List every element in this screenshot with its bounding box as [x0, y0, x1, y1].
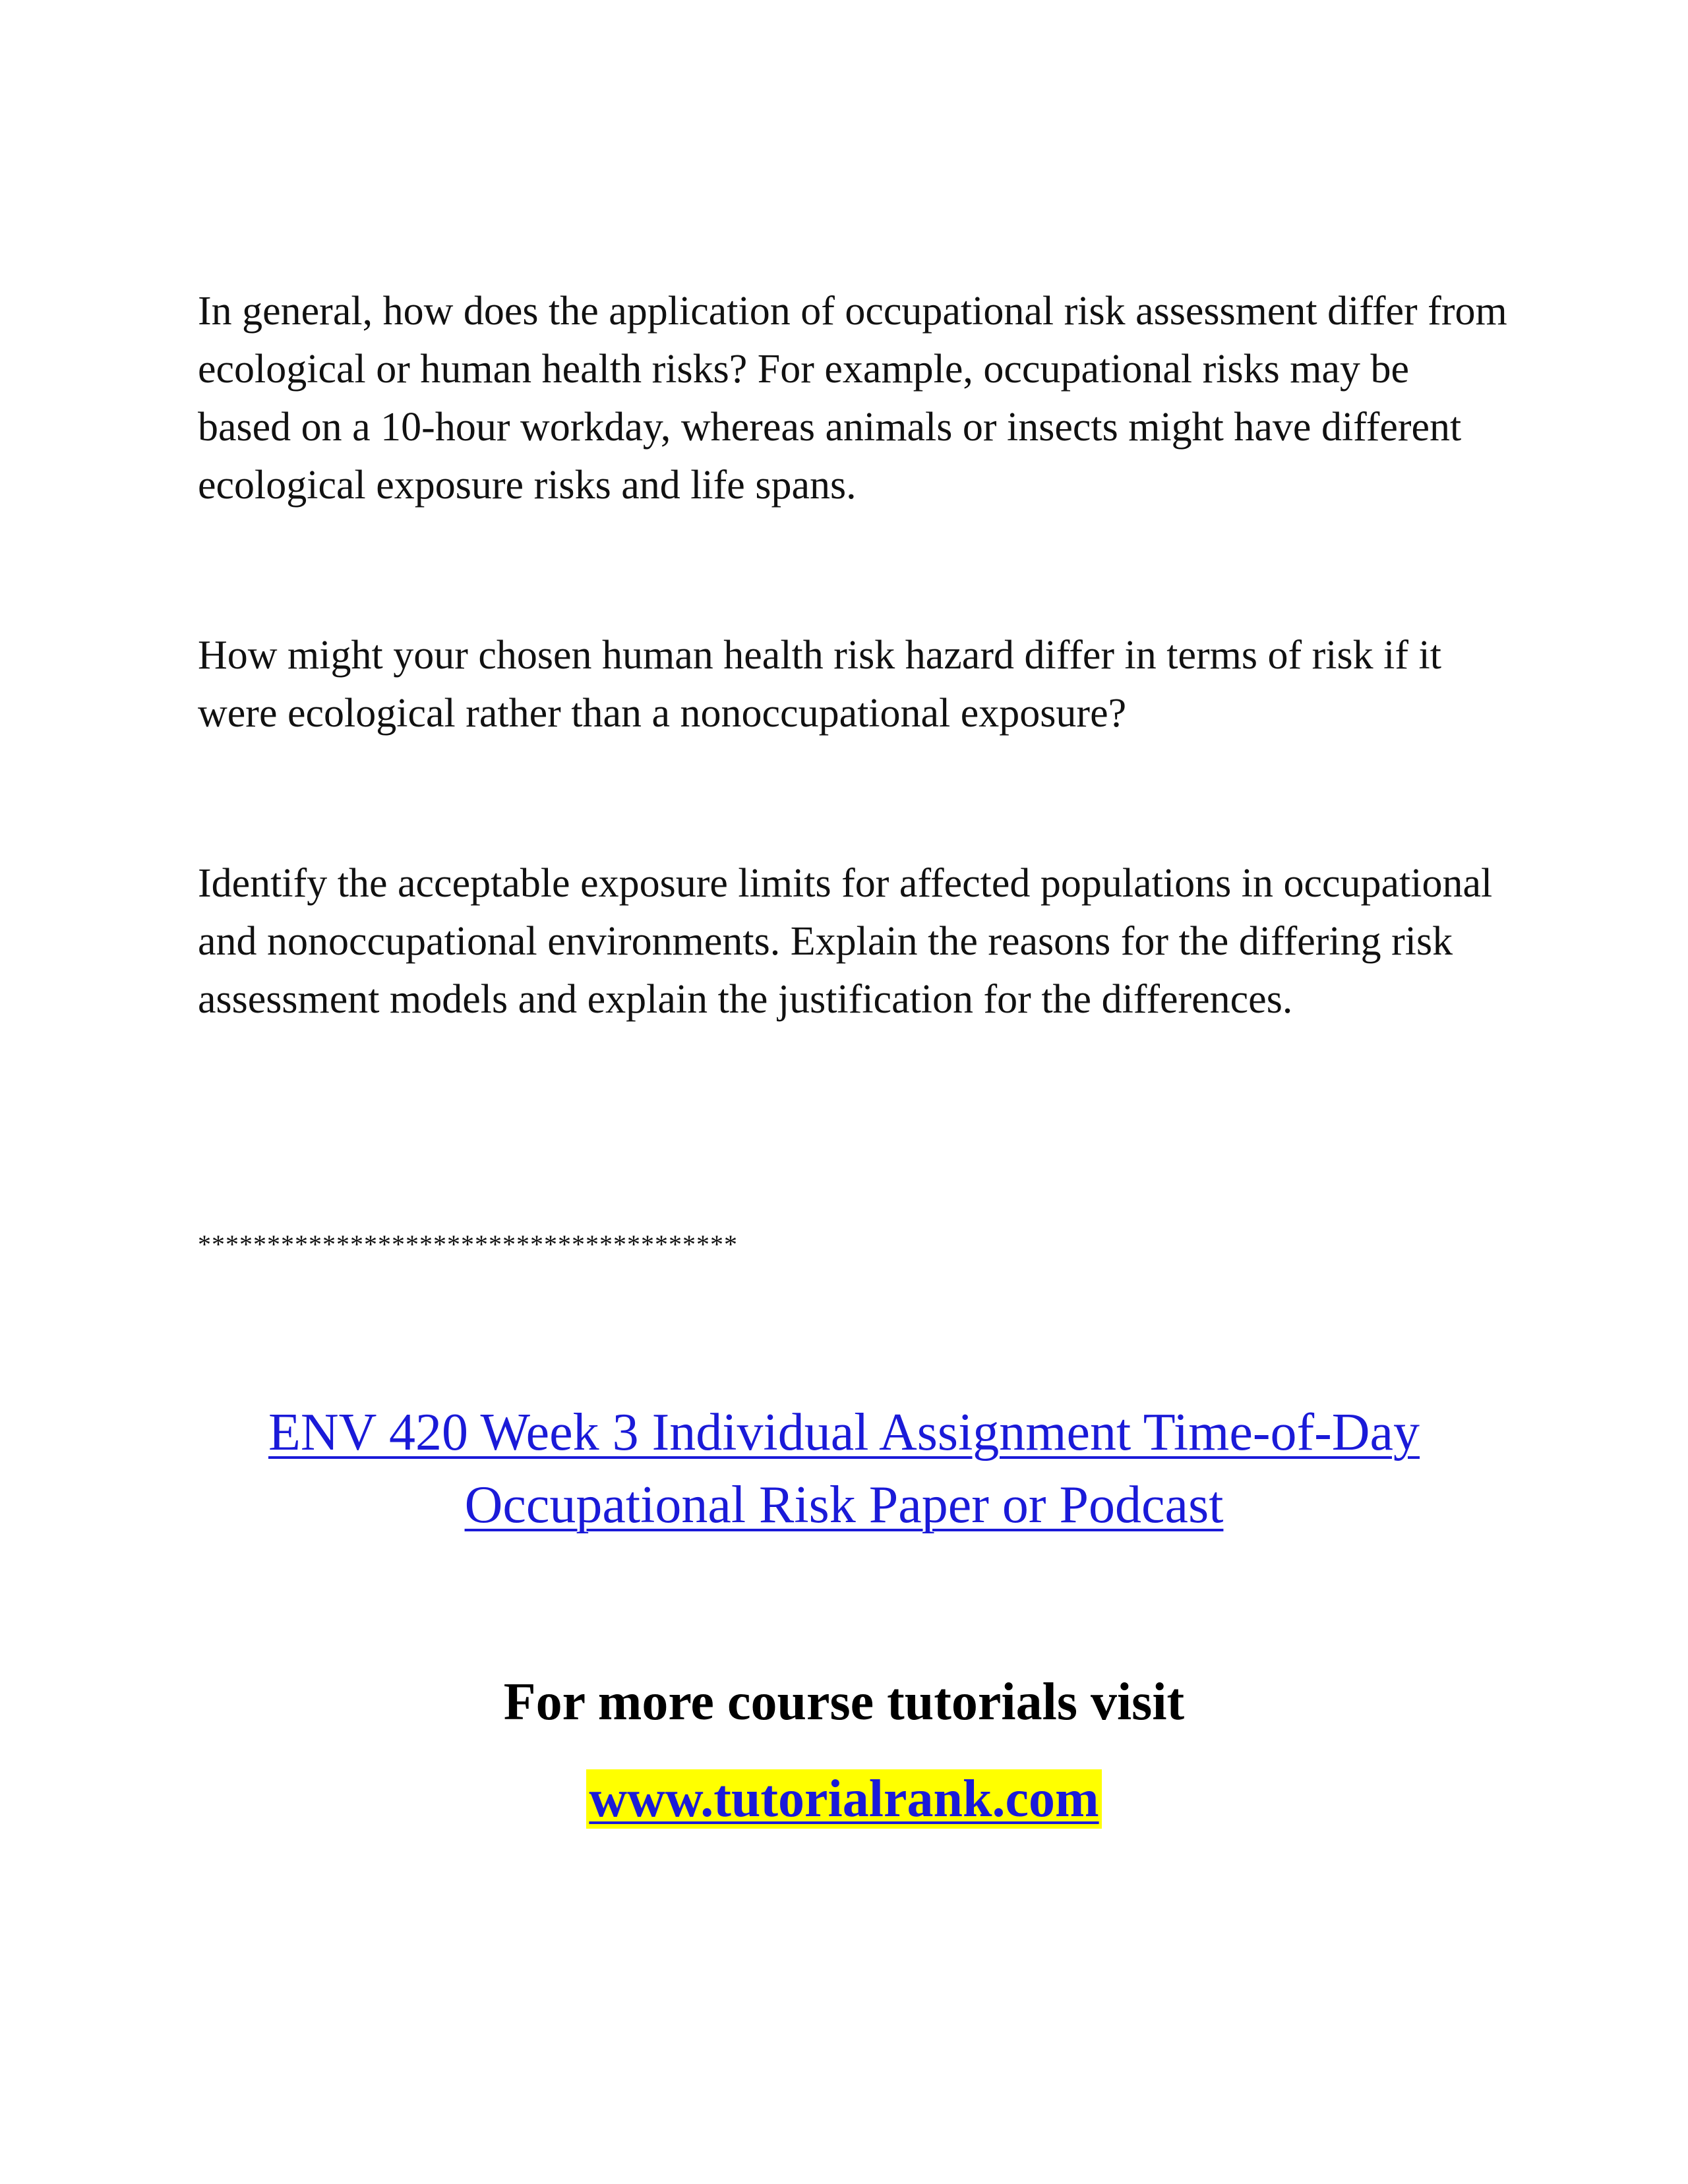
website-link[interactable]: www.tutorialrank.com: [586, 1769, 1101, 1829]
separator-asterisks: ***************************************: [198, 1229, 738, 1259]
question-paragraph-1: In general, how does the application of occupational risk assessment differ from ecological or human health risks? For example, occupational risks may be based on a 10-hour workday, whereas animals or insects might have different ecological exposure risks and life spans.: [198, 289, 1507, 508]
url-container: [132, 1769, 1556, 1829]
question-paragraph-3: Identify the acceptable exposure limits for affected populations in occupational and nonoccupational environments. Explain the reasons for the differing risk assessment models and explain the justification for the differences.: [198, 861, 1493, 1022]
assignment-title-link[interactable]: ENV 420 Week 3 Individual Assignment Time-of-Day Occupational Risk Paper or Podcast: [268, 1403, 1420, 1534]
question-paragraph-2: How might your chosen human health risk hazard differ in terms of risk if it were ecological rather than a nonoccupational exposure?: [198, 633, 1441, 736]
visit-heading: For more course tutorials visit: [503, 1673, 1185, 1731]
